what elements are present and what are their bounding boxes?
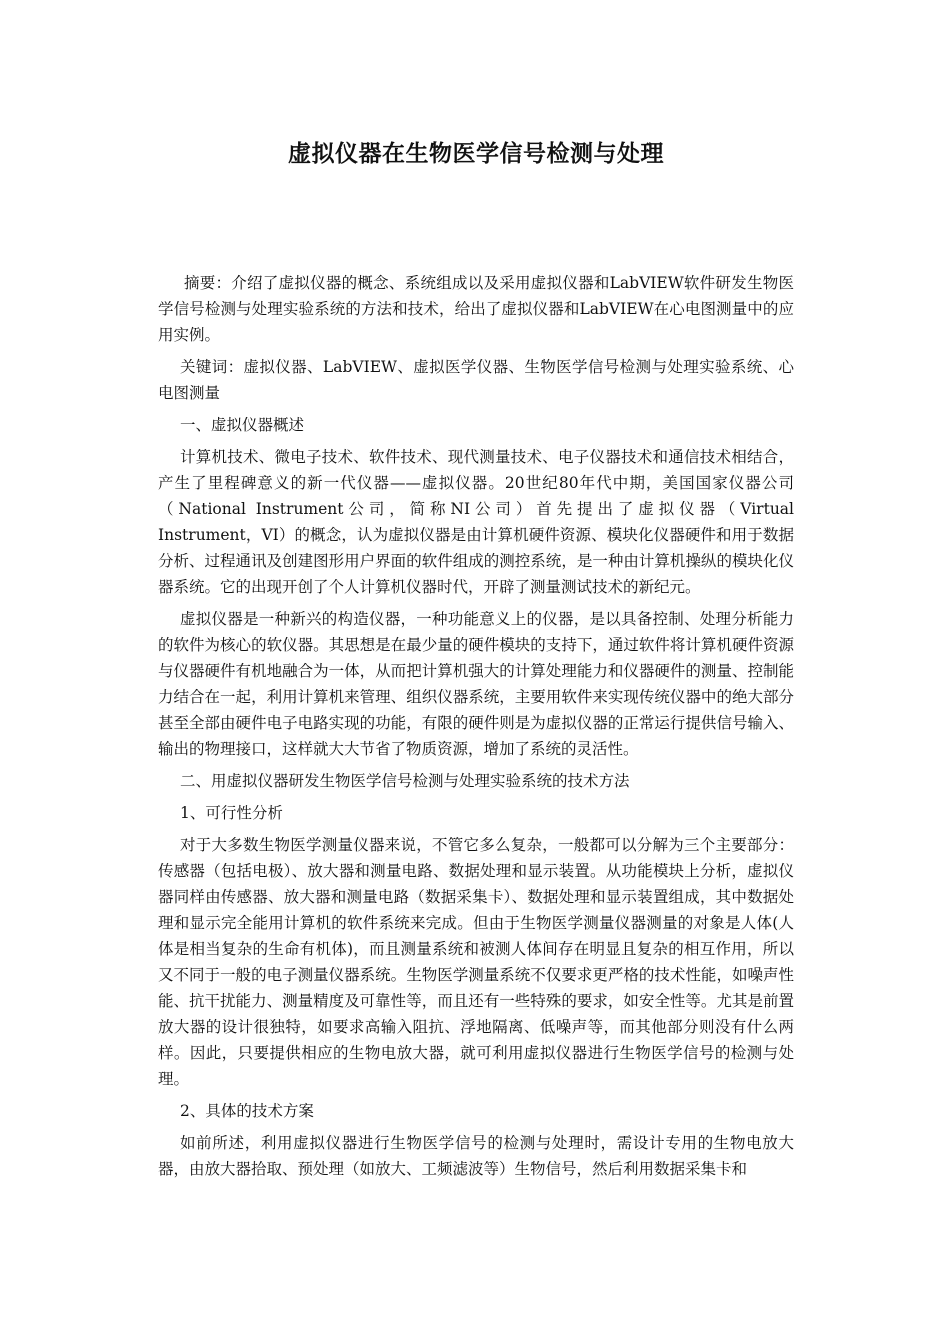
- body-paragraph: 如前所述，利用虚拟仪器进行生物医学信号的检测与处理时，需设计专用的生物电放大器，由放大器拾取、预处理（如放大、工频滤波等）生物信号，然后利用数据采集卡和: [158, 1134, 794, 1178]
- body-paragraph: 虚拟仪器是一种新兴的构造仪器，一种功能意义上的仪器，是以具备控制、处理分析能力的软件为核心的软仪器。其思想是在最少量的硬件模块的支持下，通过软件将计算机硬件资源与仪器硬件有机地融合为一体，从而把计算机强大的计算处理能力和仪器硬件的测量、控制能力结合在一起，利用计算机来管理、组织仪器系统，主要用软件来实现传统仪器中的绝大部分甚至全部由硬件电子电路实现的功能，有限的硬件则是为虚拟仪器的正常运行提供信号输入、输出的物理接口，这样就大大节省了物质资源，增加了系统的灵活性。: [158, 610, 794, 758]
- subsection-heading-plan: 2、具体的技术方案: [180, 1102, 314, 1120]
- keywords-paragraph: 关键词：虚拟仪器、LabVIEW、虚拟医学仪器、生物医学信号检测与处理实验系统、心电图测量: [158, 358, 794, 402]
- document-title: 虚拟仪器在生物医学信号检测与处理: [288, 141, 664, 167]
- body-paragraph: 计算机技术、微电子技术、软件技术、现代测量技术、电子仪器技术和通信技术相结合，产生了里程碑意义的新一代仪器——虚拟仪器。20世纪80年代中期，美国国家仪器公司（National Instrument公司，简称NI公司）首先提出了虚拟仪器（Virtual Instrument，VI）的概念，认为虚拟仪器是由计算机硬件资源、模块化仪器硬件和用于数据分析、过程通讯及创建图形用户界面的软件组成的测控系统，是一种由计算机操纵的模块化仪器系统。它的出现开创了个人计算机仪器时代，开辟了测量测试技术的新纪元。: [158, 448, 794, 596]
- document-body: [158, 270, 794, 1188]
- subsection-heading-feasibility: 1、可行性分析: [180, 804, 283, 822]
- section-heading-methods: 二、用虚拟仪器研发生物医学信号检测与处理实验系统的技术方法: [180, 772, 630, 790]
- section-heading-overview: 一、虚拟仪器概述: [180, 416, 305, 434]
- abstract-paragraph: 摘要：介绍了虚拟仪器的概念、系统组成以及采用虚拟仪器和LabVIEW软件研发生物医学信号检测与处理实验系统的方法和技术，给出了虚拟仪器和LabVIEW在心电图测量中的应用实例。: [158, 274, 794, 344]
- body-paragraph: 对于大多数生物医学测量仪器来说，不管它多么复杂，一般都可以分解为三个主要部分：传感器（包括电极）、放大器和测量电路、数据处理和显示装置。从功能模块上分析，虚拟仪器同样由传感器、放大器和测量电路（数据采集卡）、数据处理和显示装置组成，其中数据处理和显示完全能用计算机的软件系统来完成。但由于生物医学测量仪器测量的对象是人体(人体是相当复杂的生命有机体)，而且测量系统和被测人体间存在明显且复杂的相互作用，所以又不同于一般的电子测量仪器系统。生物医学测量系统不仅要求更严格的技术性能，如噪声性能、抗干扰能力、测量精度及可靠性等，而且还有一些特殊的要求，如安全性等。尤其是前置放大器的设计很独特，如要求高输入阻抗、浮地隔离、低噪声等，而其他部分则没有什么两样。因此，只要提供相应的生物电放大器，就可利用虚拟仪器进行生物医学信号的检测与处理。: [158, 836, 794, 1088]
